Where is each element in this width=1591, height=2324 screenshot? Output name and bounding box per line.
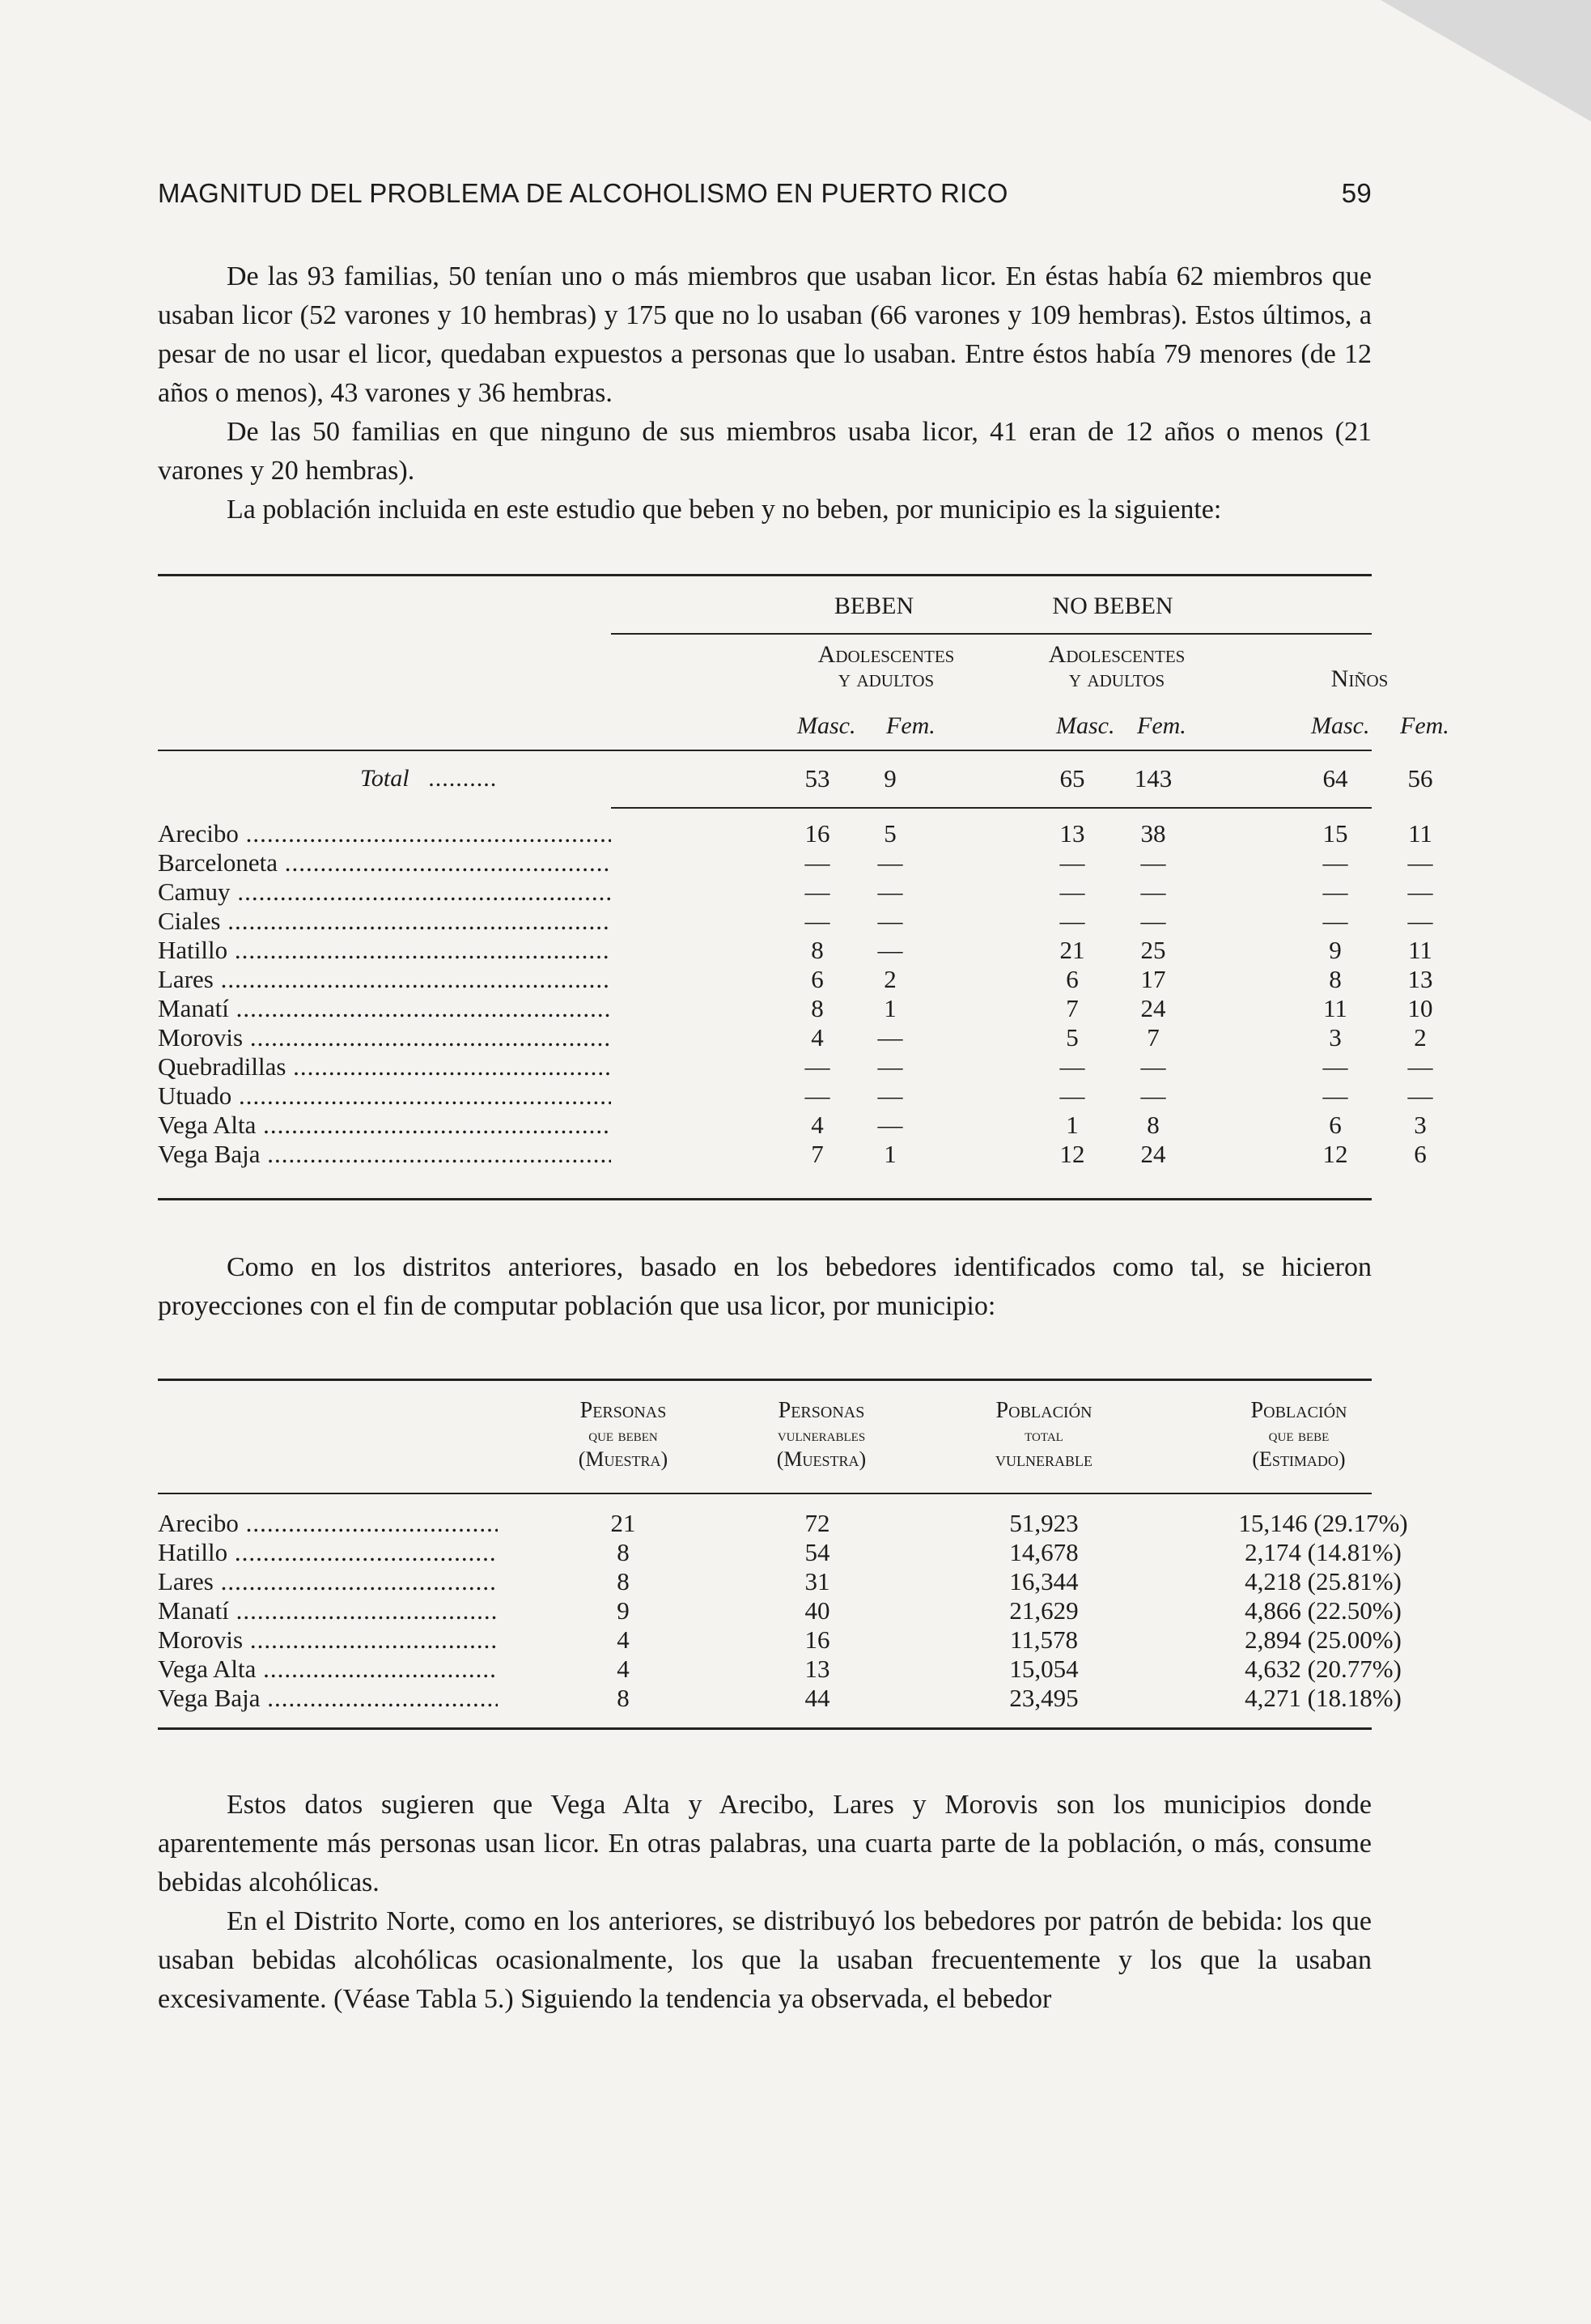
cell-ninos-masc: — [1322,1081,1348,1110]
table-row [158,877,1433,907]
cell-beben-masc: 4 [811,1023,824,1052]
header-line: que beben [588,1425,658,1445]
cell-ninos-masc: 11 [1323,994,1347,1022]
municipality-name: Morovis ..... [158,1023,611,1052]
cell-personas-vulnerables: 54 [804,1538,830,1566]
header-line: (Estimado) [1252,1447,1346,1471]
column-header [522,1399,724,1472]
cell-beben-masc: 16 [804,819,830,848]
cell-beben-masc: — [804,877,830,906]
total-rule [611,807,1372,809]
total-beben-masc: 53 [804,764,830,792]
cell-ninos-masc: 6 [1329,1111,1342,1139]
cell-beben-fem: — [877,877,903,906]
cell-beben-fem: 2 [884,965,897,993]
cell-ninos-masc: 8 [1329,965,1342,993]
cell-poblacion-vulnerable: 23,495 [1009,1684,1079,1712]
cell-beben-masc: 8 [811,994,824,1022]
cell-poblacion-bebe: 4,271 (18.18%) [1245,1684,1402,1712]
cell-beben-masc: 7 [811,1140,824,1168]
cell-poblacion-bebe: 4,218 (25.81%) [1245,1567,1402,1595]
cell-ninos-fem: — [1407,848,1433,877]
paragraph-5: Estos datos sugieren que Vega Alta y Arecibo, Lares y Morovis son los municipios donde aparentemente más personas usan licor. En otras palabras, una cuarta parte de la población, o más, consume bebidas alcohólicas. [158,1790,1372,1897]
header-beben: BEBEN [834,593,914,619]
header-rule [611,633,1372,635]
municipality-name: Barceloneta ..... [158,848,611,877]
table-row [158,994,1433,1023]
drinkers-by-municipality-table [158,574,1449,1200]
table-row [158,1538,1402,1567]
header-line: Adolescentes [817,641,955,668]
cell-personas-vulnerables: 16 [804,1625,830,1654]
cell-nobeben-fem: 17 [1140,965,1166,993]
municipality-name: Manatí ..... [158,994,611,1023]
cell-nobeben-fem: — [1140,848,1166,877]
cell-nobeben-fem: — [1140,877,1166,906]
cell-ninos-fem: 10 [1407,994,1433,1022]
cell-beben-masc: — [804,907,830,935]
municipality-name: Vega Alta ..... [158,1111,611,1140]
municipality-name: Vega Baja ..... [158,1140,611,1169]
paragraph-2: De las 50 familias en que ninguno de sus miembros usaba licor, 41 eran de 12 años o menos (21 varones y 20 hembras). [158,417,1372,486]
total-row [158,764,1433,793]
cell-personas-vulnerables: 72 [804,1509,830,1537]
header-line: total [1025,1425,1063,1445]
cell-ninos-fem: — [1407,877,1433,906]
table-row [158,965,1433,994]
cell-ninos-masc: 12 [1322,1140,1348,1168]
cell-poblacion-bebe: 4,632 (20.77%) [1245,1655,1402,1683]
header-no-beben: NO BEBEN [1052,593,1173,619]
cell-ninos-fem: 11 [1408,936,1432,964]
cell-nobeben-fem: 38 [1140,819,1166,848]
page-number: 59 [1341,178,1372,208]
header-line: vulnerable [995,1447,1092,1471]
paragraph-3: La población incluida en este estudio que beben y no beben, por municipio es la siguiente: [227,495,1222,525]
cell-nobeben-fem: 8 [1147,1111,1160,1139]
cell-nobeben-fem: — [1140,907,1166,935]
cell-poblacion-vulnerable: 11,578 [1009,1625,1079,1654]
header-line: que bebe [1268,1425,1330,1445]
cell-nobeben-masc: 7 [1066,994,1079,1022]
cell-poblacion-vulnerable: 51,923 [1009,1509,1079,1537]
cell-poblacion-bebe: 2,174 (14.81%) [1245,1538,1402,1566]
col-fem: Fem. [1137,712,1186,739]
table-row [158,1023,1427,1052]
cell-nobeben-masc: — [1059,848,1085,877]
cell-ninos-masc: — [1322,848,1348,877]
municipality-name: Utuado ..... [158,1081,611,1111]
cell-personas-beben: 9 [617,1596,630,1625]
cell-beben-masc: — [804,1081,830,1110]
municipality-name: Lares ..... [158,965,611,994]
cell-ninos-masc: 15 [1322,819,1348,848]
column-header [1177,1399,1420,1472]
cell-nobeben-masc: 12 [1059,1140,1085,1168]
cell-personas-beben: 21 [610,1509,636,1537]
cell-beben-fem: — [877,907,903,935]
total-nobeben-fem: 143 [1134,764,1173,792]
col-masc: Masc. [797,712,856,739]
cell-nobeben-masc: 1 [1066,1111,1079,1139]
cell-beben-fem: — [877,1052,903,1081]
municipality-name: Lares ..... [158,1567,498,1596]
cell-beben-masc: — [804,1052,830,1081]
cell-nobeben-masc: 6 [1066,965,1079,993]
cell-personas-beben: 8 [617,1567,630,1595]
header-adolescentes-beben [789,643,983,691]
cell-poblacion-vulnerable: 16,344 [1009,1567,1079,1595]
header-line: y adultos [1068,665,1165,692]
page-corner-shadow [1381,0,1591,121]
cell-beben-fem: — [877,1111,903,1139]
table-bottom-rule [158,1727,1372,1730]
header-line: (Muestra) [578,1447,668,1471]
cell-ninos-masc: — [1322,907,1348,935]
total-nobeben-masc: 65 [1059,764,1085,792]
cell-beben-fem: 1 [884,994,897,1022]
cell-poblacion-bebe: 2,894 (25.00%) [1245,1625,1402,1654]
cell-nobeben-masc: — [1059,1052,1085,1081]
cell-ninos-fem: 2 [1414,1023,1427,1052]
cell-personas-beben: 4 [617,1655,630,1683]
municipality-name: Hatillo ..... [158,1538,498,1567]
header-line: (Muestra) [776,1447,867,1471]
cell-personas-vulnerables: 13 [804,1655,830,1683]
cell-beben-masc: 4 [811,1111,824,1139]
cell-nobeben-masc: — [1059,907,1085,935]
column-header [927,1399,1161,1472]
column-header [716,1399,927,1472]
total-ninos-fem: 56 [1407,764,1433,792]
col-masc: Masc. [1056,712,1115,739]
cell-personas-beben: 8 [617,1684,630,1712]
header-ninos: Niños [1330,665,1389,692]
document-page [158,178,1449,2019]
header-line: Población [995,1398,1092,1423]
cell-beben-fem: — [877,1023,903,1052]
header-adolescentes-no-beben [1020,643,1214,691]
cell-nobeben-fem: — [1140,1052,1166,1081]
municipality-name: Arecibo ..... [158,819,611,848]
cell-nobeben-masc: 13 [1059,819,1085,848]
cell-ninos-fem: 6 [1414,1140,1427,1168]
cell-nobeben-masc: 21 [1059,936,1085,964]
table-row [158,1052,1433,1081]
cell-beben-fem: 1 [884,1140,897,1168]
table-row [158,1684,1402,1713]
cell-beben-masc: 8 [811,936,824,964]
cell-poblacion-bebe: 4,866 (22.50%) [1245,1596,1402,1625]
cell-personas-beben: 4 [617,1625,630,1654]
table-row [158,1140,1427,1169]
cell-personas-vulnerables: 31 [804,1567,830,1595]
municipality-name: Arecibo ..... [158,1509,498,1538]
running-head [158,178,1372,209]
paragraph-4: Como en los distritos anteriores, basado en los bebedores identificados como tal, se hicieron proyecciones con el fin de computar población que usa licor, por municipio: [158,1252,1372,1321]
cell-nobeben-fem: 7 [1147,1023,1160,1052]
cell-nobeben-masc: — [1059,877,1085,906]
cell-nobeben-fem: 24 [1140,994,1166,1022]
cell-ninos-fem: 3 [1414,1111,1427,1139]
cell-ninos-masc: 3 [1329,1023,1342,1052]
cell-poblacion-vulnerable: 21,629 [1009,1596,1079,1625]
cell-beben-fem: — [877,1081,903,1110]
cell-beben-fem: 5 [884,819,897,848]
cell-nobeben-fem: — [1140,1081,1166,1110]
cell-ninos-fem: — [1407,907,1433,935]
projection-table [158,1379,1408,1729]
table-row [158,907,1433,936]
total-ninos-masc: 64 [1322,764,1348,792]
cell-nobeben-masc: 5 [1066,1023,1079,1052]
cell-beben-fem: — [877,936,903,964]
total-beben-fem: 9 [884,764,897,792]
header-bottom-rule [158,1493,1372,1494]
paragraph-1: De las 93 familias, 50 tenían uno o más miembros que usaban licor. En éstas había 62 miembros que usaban licor (52 varones y 10 hembras) y 175 que no lo usaban (66 varones y 109 hembras). Estos últimos, a pesar de no usar el licor, quedaban expuestos a personas que lo usaban. Entre éstos había 79 menores (de 12 años o menos), 43 varones y 36 hembras. [158,261,1372,408]
cell-beben-masc: — [804,848,830,877]
leader-dots: .......... [429,765,498,792]
table-row [158,1625,1402,1655]
paragraph-6: En el Distrito Norte, como en los anteriores, se distribuyó los bebedores por patrón de bebida: los que usaban bebidas alcohólicas ocasionalmente, los que la usaban frecuentemente y los que la usaban excesivamente. (Véase Tabla 5.) Siguiendo la tendencia ya observada, el bebedor [158,1906,1372,2014]
header-line: vulnerables [777,1425,866,1445]
table-row [158,1596,1402,1625]
cell-personas-vulnerables: 44 [804,1684,830,1712]
table-row [158,936,1432,965]
cell-ninos-fem: 13 [1407,965,1433,993]
header-line: Población [1250,1398,1347,1423]
header-bottom-rule [158,750,1372,751]
table-row [158,1509,1408,1538]
municipality-name: Manatí ..... [158,1596,498,1625]
cell-ninos-fem: 11 [1408,819,1432,848]
header-line: y adultos [838,665,935,692]
col-fem: Fem. [886,712,936,739]
municipality-name: Morovis ..... [158,1625,498,1655]
cell-beben-masc: 6 [811,965,824,993]
col-masc: Masc. [1311,712,1370,739]
municipality-name: Camuy ..... [158,877,611,907]
table-row [158,1111,1427,1140]
cell-poblacion-vulnerable: 14,678 [1009,1538,1079,1566]
cell-personas-vulnerables: 40 [804,1596,830,1625]
table-row [158,819,1432,848]
municipality-name: Vega Alta ..... [158,1655,498,1684]
municipality-name: Quebradillas ..... [158,1052,611,1081]
header-line: Personas [579,1398,667,1423]
cell-poblacion-bebe: 15,146 (29.17%) [1238,1509,1408,1537]
table-row [158,848,1433,877]
total-label: Total [360,765,409,792]
cell-ninos-masc: — [1322,877,1348,906]
cell-personas-beben: 8 [617,1538,630,1566]
running-head-title: MAGNITUD DEL PROBLEMA DE ALCOHOLISMO EN PUERTO RICO [158,178,1008,208]
table-row [158,1567,1402,1596]
cell-nobeben-masc: — [1059,1081,1085,1110]
table-bottom-rule [158,1198,1372,1200]
table-row [158,1655,1402,1684]
municipality-name: Ciales ..... [158,907,611,936]
cell-nobeben-fem: 24 [1140,1140,1166,1168]
col-fem: Fem. [1400,712,1449,739]
municipality-name: Vega Baja ..... [158,1684,498,1713]
table-row [158,1081,1433,1111]
cell-ninos-masc: — [1322,1052,1348,1081]
cell-nobeben-fem: 25 [1140,936,1166,964]
cell-ninos-fem: — [1407,1081,1433,1110]
header-line: Personas [778,1398,865,1423]
cell-poblacion-vulnerable: 15,054 [1009,1655,1079,1683]
cell-beben-fem: — [877,848,903,877]
cell-ninos-masc: 9 [1329,936,1342,964]
municipality-name: Hatillo ..... [158,936,611,965]
cell-ninos-fem: — [1407,1052,1433,1081]
header-line: Adolescentes [1048,641,1186,668]
